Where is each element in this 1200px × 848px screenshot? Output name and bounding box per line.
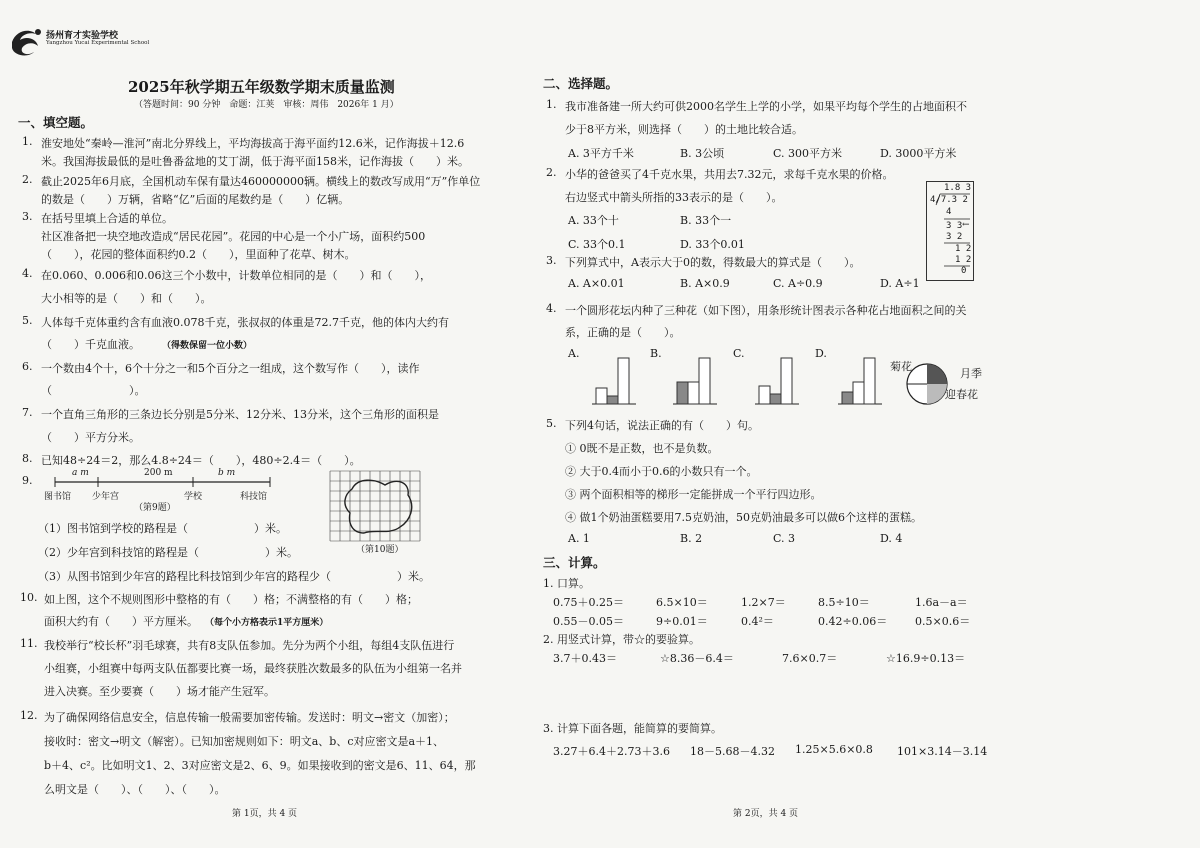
- c4-line1: 一个圆形花坛内种了三种花（如下图），用条形统计图表示各种花占地面积之间的关: [565, 304, 967, 317]
- k1-r2-c1: 0.55－0.05＝: [553, 615, 624, 628]
- c3-option-c: C. A÷0.9: [773, 277, 823, 290]
- c4-option-c: C.: [733, 347, 745, 360]
- c5-option-b: B. 2: [680, 532, 703, 545]
- q12-line4: 么明文是（ ）、（ ）、（ ）。: [44, 783, 226, 796]
- c4-line2: 系，正确的是（ ）。: [565, 326, 681, 339]
- q1-line2: 米。我国海拔最低的是吐鲁番盆地的艾丁湖，低于海平面158米，记作海拔（ ）米。: [41, 155, 469, 168]
- q8-number: 8.: [22, 452, 33, 465]
- q9-sub2: （2）少年宫到科技馆的路程是（ ）米。: [38, 546, 298, 559]
- q11-line2: 小组赛，小组赛中每两支队伍都要比赛一场，最终获胜次数最多的队伍为小组第一名并: [44, 662, 462, 675]
- exam-info: （答题时间：90 分钟 命题：江荚 审核：周伟 2026年 1 月）: [134, 100, 399, 110]
- c2-line1: 小华的爸爸买了4千克水果，共用去7.32元，求每千克水果的价格。: [565, 168, 894, 181]
- c4-bar-chart-c: [755, 356, 805, 406]
- q4-line1: 在0.060、0.006和0.06这三个小数中，计数单位相同的是（ ）和（ ），: [41, 269, 431, 282]
- c5-option-d: D. 4: [880, 532, 903, 545]
- c2-number: 2.: [546, 166, 557, 179]
- q9-place-school: 学校: [184, 492, 203, 502]
- c5-line1: 下列4句话，说法正确的有（ ）句。: [565, 419, 759, 432]
- q9-place-science-museum: 科技馆: [240, 492, 268, 502]
- q9-caption: （第9题）: [134, 503, 176, 513]
- q3-number: 3.: [22, 210, 33, 223]
- k1-r1-c2: 6.5×10＝: [656, 596, 708, 609]
- q3-line1: 在括号里填上合适的单位。: [41, 212, 173, 225]
- c1-option-c: C. 300平方米: [773, 147, 843, 160]
- k3-item-4: 101×3.14－3.14: [897, 745, 988, 758]
- page1-footer: 第 1页，共 4 页: [232, 809, 298, 819]
- q5-number: 5.: [22, 314, 33, 327]
- q10-caption: （第10题）: [356, 545, 404, 555]
- k1-heading: 1. 口算。: [543, 577, 590, 590]
- q12-line1: 为了确保网络信息安全，信息传输一般需要加密传输。发送时：明文→密文（加密）；: [44, 711, 455, 724]
- k3-item-2: 18－5.68－4.32: [690, 745, 775, 758]
- k3-item-1: 3.27＋6.4＋2.73＋3.6: [553, 745, 670, 758]
- division-remainder: 0: [961, 266, 967, 276]
- q6-line2: （ ）。: [41, 384, 146, 397]
- c5-statement-3: ③ 两个面积相等的梯形一定能拼成一个平行四边形。: [565, 488, 822, 501]
- c5-statement-1: ① 0既不是正数，也不是负数。: [565, 442, 719, 455]
- q5-line1: 人体每千克体重约含有血液0.078千克，张叔叔的体重是72.7千克，他的体内大约有: [41, 316, 449, 329]
- c5-option-a: A. 1: [568, 532, 590, 545]
- c1-number: 1.: [546, 98, 557, 111]
- c4-option-d: D.: [815, 347, 827, 360]
- c4-option-a: A.: [568, 347, 580, 360]
- q9-number: 9.: [22, 474, 33, 487]
- school-name-en: Yangzhou Yucai Experimental School: [46, 40, 150, 46]
- c1-option-a: A. 3平方千米: [568, 147, 634, 160]
- exam-title: 2025年秋学期五年级数学期末质量监测: [128, 78, 395, 96]
- q2-line1: 截止2025年6月底，全国机动车保有量达460000000辆。横线上的数改写成用“万”作单位: [41, 175, 481, 188]
- section-choice: 二、选择题。: [543, 76, 619, 91]
- c1-line1: 我市准备建一所大约可供2000名学生上学的小学，如果平均每个学生的占地面积不: [565, 100, 967, 113]
- c3-option-d: D. A÷1: [880, 277, 920, 290]
- q7-line2: （ ）平方分米。: [41, 431, 140, 444]
- q8-line1: 已知48÷24＝2，那么4.8÷24＝（ ），480÷2.4＝（ ）。: [41, 454, 361, 467]
- q3-line2: 社区准备把一块空地改造成“居民花园”。花园的中心是一个小广场，面积约500: [41, 230, 426, 243]
- page2-footer: 第 2页，共 4 页: [733, 809, 799, 819]
- q10-number: 10.: [20, 591, 38, 604]
- q4-number: 4.: [22, 267, 33, 280]
- division-step5: 1 2: [955, 255, 972, 265]
- c2-option-d: D. 33个0.01: [680, 238, 745, 251]
- q10-line2: 面积大约有（ ）平方厘米。: [44, 615, 198, 628]
- q4-line2: 大小相等的是（ ）和（ ）。: [41, 292, 212, 305]
- c2-line2: 右边竖式中箭头所指的33表示的是（ ）。: [565, 191, 783, 204]
- k1-r2-c2: 9÷0.01＝: [656, 615, 708, 628]
- c5-number: 5.: [546, 417, 557, 430]
- k1-r1-c3: 1.2×7＝: [741, 596, 786, 609]
- q11-number: 11.: [20, 637, 38, 650]
- q3-line3: （ ），花园的整体面积约0.2（ ），里面种了花草、树木。: [41, 248, 356, 261]
- section-fill-blank: 一、填空题。: [18, 115, 94, 130]
- k2-item-3: 7.6×0.7＝: [782, 652, 838, 665]
- q2-number: 2.: [22, 173, 33, 186]
- q1-line1: 淮安地处“秦岭—淮河”南北分界线上，平均海拔高于海平面约12.6米，记作海拔＋12.6: [41, 137, 465, 150]
- k3-item-3: 1.25×5.6×0.8: [795, 743, 873, 756]
- c4-bar-chart-d: [838, 356, 888, 406]
- c5-option-c: C. 3: [773, 532, 796, 545]
- k2-item-2: ☆8.36－6.4＝: [660, 652, 734, 665]
- q5-note: （得数保留一位小数）: [162, 341, 253, 351]
- k1-r2-c4: 0.42÷0.06＝: [818, 615, 888, 628]
- c4-number: 4.: [546, 302, 557, 315]
- k1-r1-c4: 8.5÷10＝: [818, 596, 870, 609]
- school-logo: [8, 24, 48, 60]
- q9-place-youth-palace: 少年宫: [92, 492, 120, 502]
- q7-number: 7.: [22, 406, 33, 419]
- c2-option-b: B. 33个一: [680, 214, 732, 227]
- q10-note: （每个小方格表示1平方厘米）: [205, 618, 329, 628]
- arrow-left-icon: ←: [962, 220, 970, 230]
- c2-option-c: C. 33个0.1: [568, 238, 626, 251]
- q9-place-library: 图书馆: [44, 492, 72, 502]
- c4-bar-chart-a: [592, 356, 642, 406]
- k1-r1-c1: 0.75＋0.25＝: [553, 596, 624, 609]
- c1-option-b: B. 3公顷: [680, 147, 725, 160]
- c4-bar-chart-b: [673, 356, 723, 406]
- q10-grid-figure: [330, 471, 420, 541]
- pie-label-winter-jasmine: 迎春花: [945, 388, 978, 401]
- division-step3: 3 2: [946, 232, 963, 242]
- division-rules: [926, 181, 976, 281]
- c5-statement-4: ④ 做1个奶油蛋糕要用7.5克奶油，50克奶油最多可以做6个这样的蛋糕。: [565, 511, 922, 524]
- c1-line2: 少于8平方米，则选择（ ）的土地比较合适。: [565, 123, 803, 136]
- k1-r2-c5: 0.5×0.6＝: [915, 615, 971, 628]
- q6-line1: 一个数由4个十，6个十分之一和5个百分之一组成，这个数写作（ ），读作: [41, 362, 420, 375]
- q12-line2: 接收时：密文→明文（解密）。已知加密规则如下：明文a、b、c对应密文是a＋1、: [44, 735, 445, 748]
- q9-label-am: a m: [72, 468, 89, 478]
- q11-line3: 进入决赛。至少要赛（ ）场才能产生冠军。: [44, 685, 275, 698]
- division-quotient: 1.8 3: [944, 183, 972, 193]
- q2-line2: 的数是（ ）万辆，省略“亿”后面的尾数约是（ ）亿辆。: [41, 193, 350, 206]
- division-dividend: 4/7.3 2: [930, 195, 968, 205]
- q9-sub1: （1）图书馆到学校的路程是（ ）米。: [38, 522, 287, 535]
- q7-line1: 一个直角三角形的三条边长分别是5分米、12分米、13分米，这个三角形的面积是: [41, 408, 439, 421]
- pie-label-rose: 月季: [960, 367, 982, 380]
- c1-option-d: D. 3000平方米: [880, 147, 957, 160]
- q9-label-200m: 200 m: [144, 468, 173, 478]
- c4-option-b: B.: [650, 347, 662, 360]
- k2-heading: 2. 用竖式计算，带☆的要验算。: [543, 633, 700, 646]
- q9-label-bm: b m: [218, 468, 236, 478]
- k2-item-4: ☆16.9÷0.13＝: [886, 652, 966, 665]
- division-step1: 4: [946, 207, 952, 217]
- q12-number: 12.: [20, 709, 38, 722]
- q6-number: 6.: [22, 360, 33, 373]
- c2-option-a: A. 33个十: [568, 214, 619, 227]
- division-step4: 1 2: [955, 244, 972, 254]
- section-calculation: 三、计算。: [543, 555, 606, 570]
- q12-line3: b＋4、c²。比如明文1、2、3对应密文是2、6、9。如果接收到的密文是6、11、64，那: [44, 759, 476, 772]
- division-step2: 3 3: [946, 221, 963, 231]
- c5-statement-2: ② 大于0.4而小于0.6的小数只有一个。: [565, 465, 758, 478]
- q9-sub3: （3）从图书馆到少年宫的路程比科技馆到少年宫的路程少（ ）米。: [38, 570, 430, 583]
- c3-option-b: B. A×0.9: [680, 277, 730, 290]
- q1-number: 1.: [22, 135, 33, 148]
- k1-r2-c3: 0.4²＝: [741, 615, 774, 628]
- q11-line1: 我校举行“校长杯”羽毛球赛，共有8支队伍参加。先分为两个小组，每组4支队伍进行: [44, 639, 455, 652]
- c3-line1: 下列算式中，A表示大于0的数，得数最大的算式是（ ）。: [565, 256, 861, 269]
- k2-item-1: 3.7＋0.43＝: [553, 652, 617, 665]
- c3-option-a: A. A×0.01: [568, 277, 625, 290]
- q5-line2: （ ）千克血液。: [41, 338, 140, 351]
- q10-line1: 如上图，这个不规则图形中整格的有（ ）格；不满整格的有（ ）格；: [44, 593, 418, 606]
- c3-number: 3.: [546, 254, 557, 267]
- school-name-cn: 扬州育才实验学校: [46, 31, 119, 41]
- k3-heading: 3. 计算下面各题，能简算的要简算。: [543, 722, 722, 735]
- k1-r1-c5: 1.6a－a＝: [915, 596, 968, 609]
- pie-label-chrysanthemum: 菊花: [890, 360, 912, 373]
